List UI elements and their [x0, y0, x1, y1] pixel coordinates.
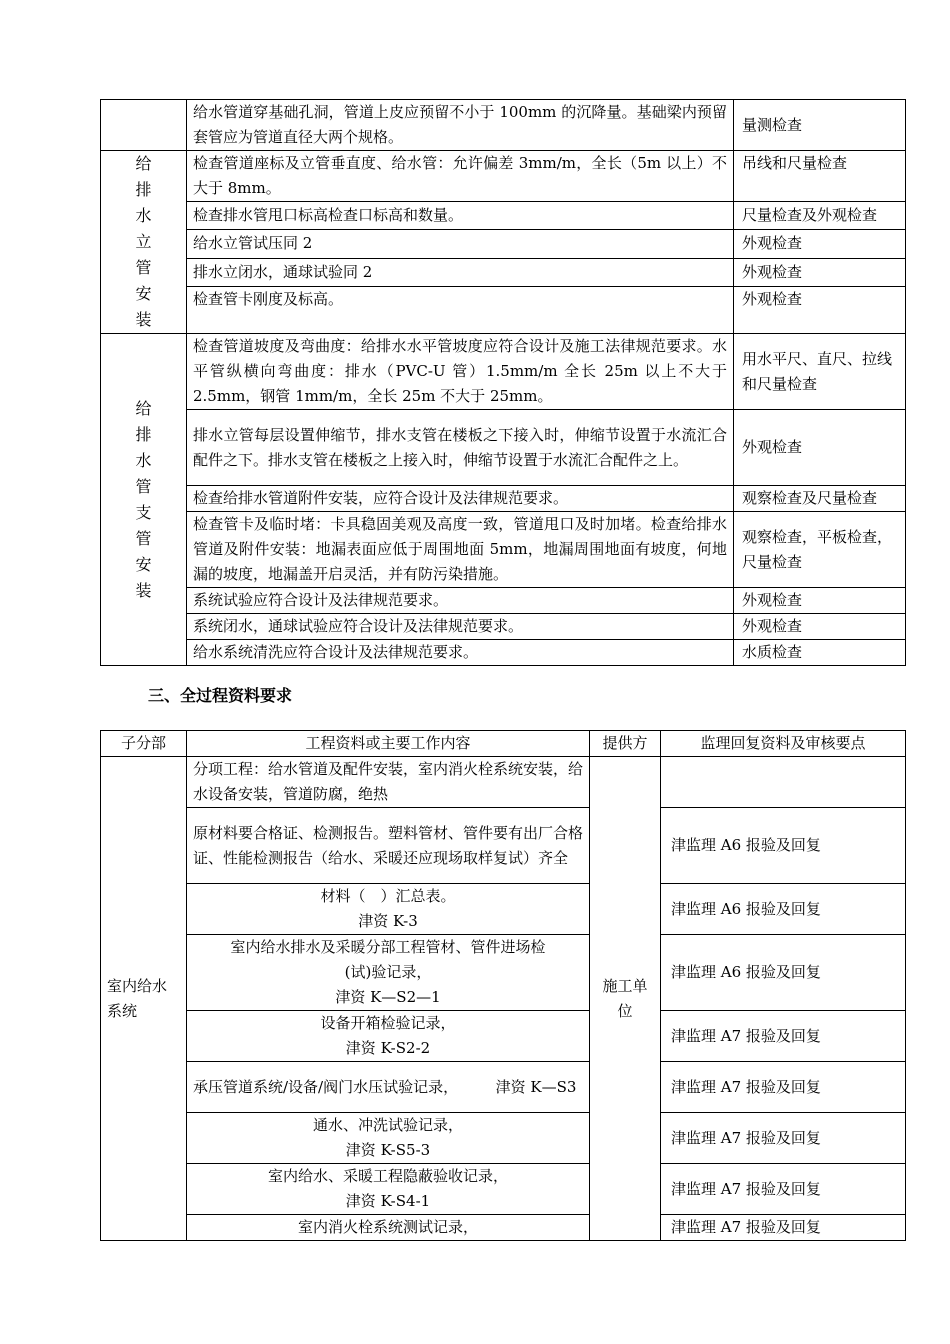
- item-content: 给水立管试压同 2: [187, 230, 734, 258]
- provider-cell: 施工单位: [590, 757, 661, 1241]
- header-subpart: 子分部: [101, 731, 187, 757]
- table-row: [101, 1113, 906, 1164]
- doc-content: 承压管道系统/设备/阀门水压试验记录， 津资 K—S3: [187, 1062, 590, 1113]
- table-row: [101, 1011, 906, 1062]
- reply-cell: 津监理 A6 报验及回复: [661, 884, 906, 935]
- table-header-row: [101, 731, 906, 757]
- doc-content: 分项工程：给水管道及配件安装，室内消火栓系统安装，给水设备安装，管道防腐，绝热: [187, 757, 590, 808]
- check-method: 水质检查: [734, 640, 906, 666]
- table-row: [101, 258, 906, 286]
- check-method: 吊线和尺量检查: [734, 151, 906, 202]
- empty-category-cell: [101, 100, 187, 151]
- reply-cell: 津监理 A7 报验及回复: [661, 1164, 906, 1215]
- check-method: 外观检查: [734, 614, 906, 640]
- documentation-table: [100, 730, 906, 1241]
- doc-content: 原材料要合格证、检测报告。塑料管材、管件要有出厂合格证、性能检测报告（给水、采暖还应现场取样复试）齐全: [187, 808, 590, 884]
- check-method: 尺量检查及外观检查: [734, 202, 906, 230]
- item-content: 给水系统清洗应符合设计及法律规范要求。: [187, 640, 734, 666]
- item-content: 系统试验应符合设计及法律规范要求。: [187, 588, 734, 614]
- table-row: [101, 202, 906, 230]
- table-row: [101, 100, 906, 151]
- item-content: 给水管道穿基础孔洞，管道上皮应预留不小于 100mm 的沉降量。基础梁内预留套管应为管道直径大两个规格。: [187, 100, 734, 151]
- check-method: 外观检查: [734, 230, 906, 258]
- doc-content: 材料（ ）汇总表。 津资 K-3: [187, 884, 590, 935]
- category-label-riser: 给 排 水 立 管 安 装: [101, 151, 187, 334]
- check-method: 观察检查及尺量检查: [734, 486, 906, 512]
- item-content: 检查给排水管道附件安装，应符合设计及法律规范要求。: [187, 486, 734, 512]
- reply-cell: 津监理 A7 报验及回复: [661, 1215, 906, 1241]
- item-content: 检查管道坡度及弯曲度：给排水水平管坡度应符合设计及施工法律规范要求。水平管纵横向弯曲度：排水（PVC-U 管）1.5mm/m 全长 25m 以上不大于 2.5mm，钢管 1mm/m，全长 25m 不大于 25mm。: [187, 334, 734, 410]
- table-row: [101, 486, 906, 512]
- table-row: [101, 230, 906, 258]
- header-content: 工程资料或主要工作内容: [187, 731, 590, 757]
- header-reply: 监理回复资料及审核要点: [661, 731, 906, 757]
- doc-content: 室内给水、采暖工程隐蔽验收记录， 津资 K-S4-1: [187, 1164, 590, 1215]
- check-method: 外观检查: [734, 588, 906, 614]
- item-content: 检查管道座标及立管垂直度、给水管：允许偏差 3mm/m，全长（5m 以上）不大于 8mm。: [187, 151, 734, 202]
- item-content: 检查排水管甩口标高检查口标高和数量。: [187, 202, 734, 230]
- doc-content: 室内给水排水及采暖分部工程管材、管件进场检 (试)验记录， 津资 K—S2—1: [187, 935, 590, 1011]
- header-provider: 提供方: [590, 731, 661, 757]
- inspection-table: [100, 99, 906, 666]
- item-content: 排水立闭水，通球试验同 2: [187, 258, 734, 286]
- table-row: [101, 808, 906, 884]
- doc-content: 通水、冲洗试验记录， 津资 K-S5-3: [187, 1113, 590, 1164]
- table-row: [101, 334, 906, 410]
- table-row: [101, 614, 906, 640]
- table-row: [101, 410, 906, 486]
- section-title: 三、全过程资料要求: [148, 686, 293, 705]
- table-row: [101, 512, 906, 588]
- doc-content: 设备开箱检验记录， 津资 K-S2-2: [187, 1011, 590, 1062]
- table-row: [101, 935, 906, 1011]
- reply-cell: 津监理 A7 报验及回复: [661, 1011, 906, 1062]
- item-content: 系统闭水，通球试验应符合设计及法律规范要求。: [187, 614, 734, 640]
- table-row: [101, 287, 906, 334]
- table-row: [101, 151, 906, 202]
- table-row: [101, 1215, 906, 1241]
- table-row: [101, 884, 906, 935]
- reply-cell: 津监理 A7 报验及回复: [661, 1113, 906, 1164]
- reply-cell: 津监理 A6 报验及回复: [661, 935, 906, 1011]
- category-label-branch: 给 排 水 管 支 管 安 装: [101, 334, 187, 666]
- check-method: 外观检查: [734, 287, 906, 334]
- doc-content: 室内消火栓系统测试记录，: [187, 1215, 590, 1241]
- check-method: 外观检查: [734, 258, 906, 286]
- check-method: 用水平尺、直尺、拉线和尺量检查: [734, 334, 906, 410]
- reply-cell: 津监理 A7 报验及回复: [661, 1062, 906, 1113]
- check-method: 外观检查: [734, 410, 906, 486]
- table-row: [101, 640, 906, 666]
- check-method: 量测检查: [734, 100, 906, 151]
- check-method: 观察检查，平板检查，尺量检查: [734, 512, 906, 588]
- table-row: [101, 1164, 906, 1215]
- reply-cell: 津监理 A6 报验及回复: [661, 808, 906, 884]
- reply-cell: [661, 757, 906, 808]
- item-content: 检查管卡刚度及标高。: [187, 287, 734, 334]
- item-content: 检查管卡及临时堵：卡具稳固美观及高度一致，管道甩口及时加堵。检查给排水管道及附件安装：地漏表面应低于周围地面 5mm，地漏周围地面有坡度，何地漏的坡度，地漏盖开启灵活，并有防污染措施。: [187, 512, 734, 588]
- table-row: [101, 757, 906, 808]
- subpart-cell: 室内给水系统: [101, 757, 187, 1241]
- table-row: [101, 588, 906, 614]
- table-row: [101, 1062, 906, 1113]
- item-content: 排水立管每层设置伸缩节，排水支管在楼板之下接入时，伸缩节设置于水流汇合配件之下。排水支管在楼板之上接入时，伸缩节设置于水流汇合配件之上。: [187, 410, 734, 486]
